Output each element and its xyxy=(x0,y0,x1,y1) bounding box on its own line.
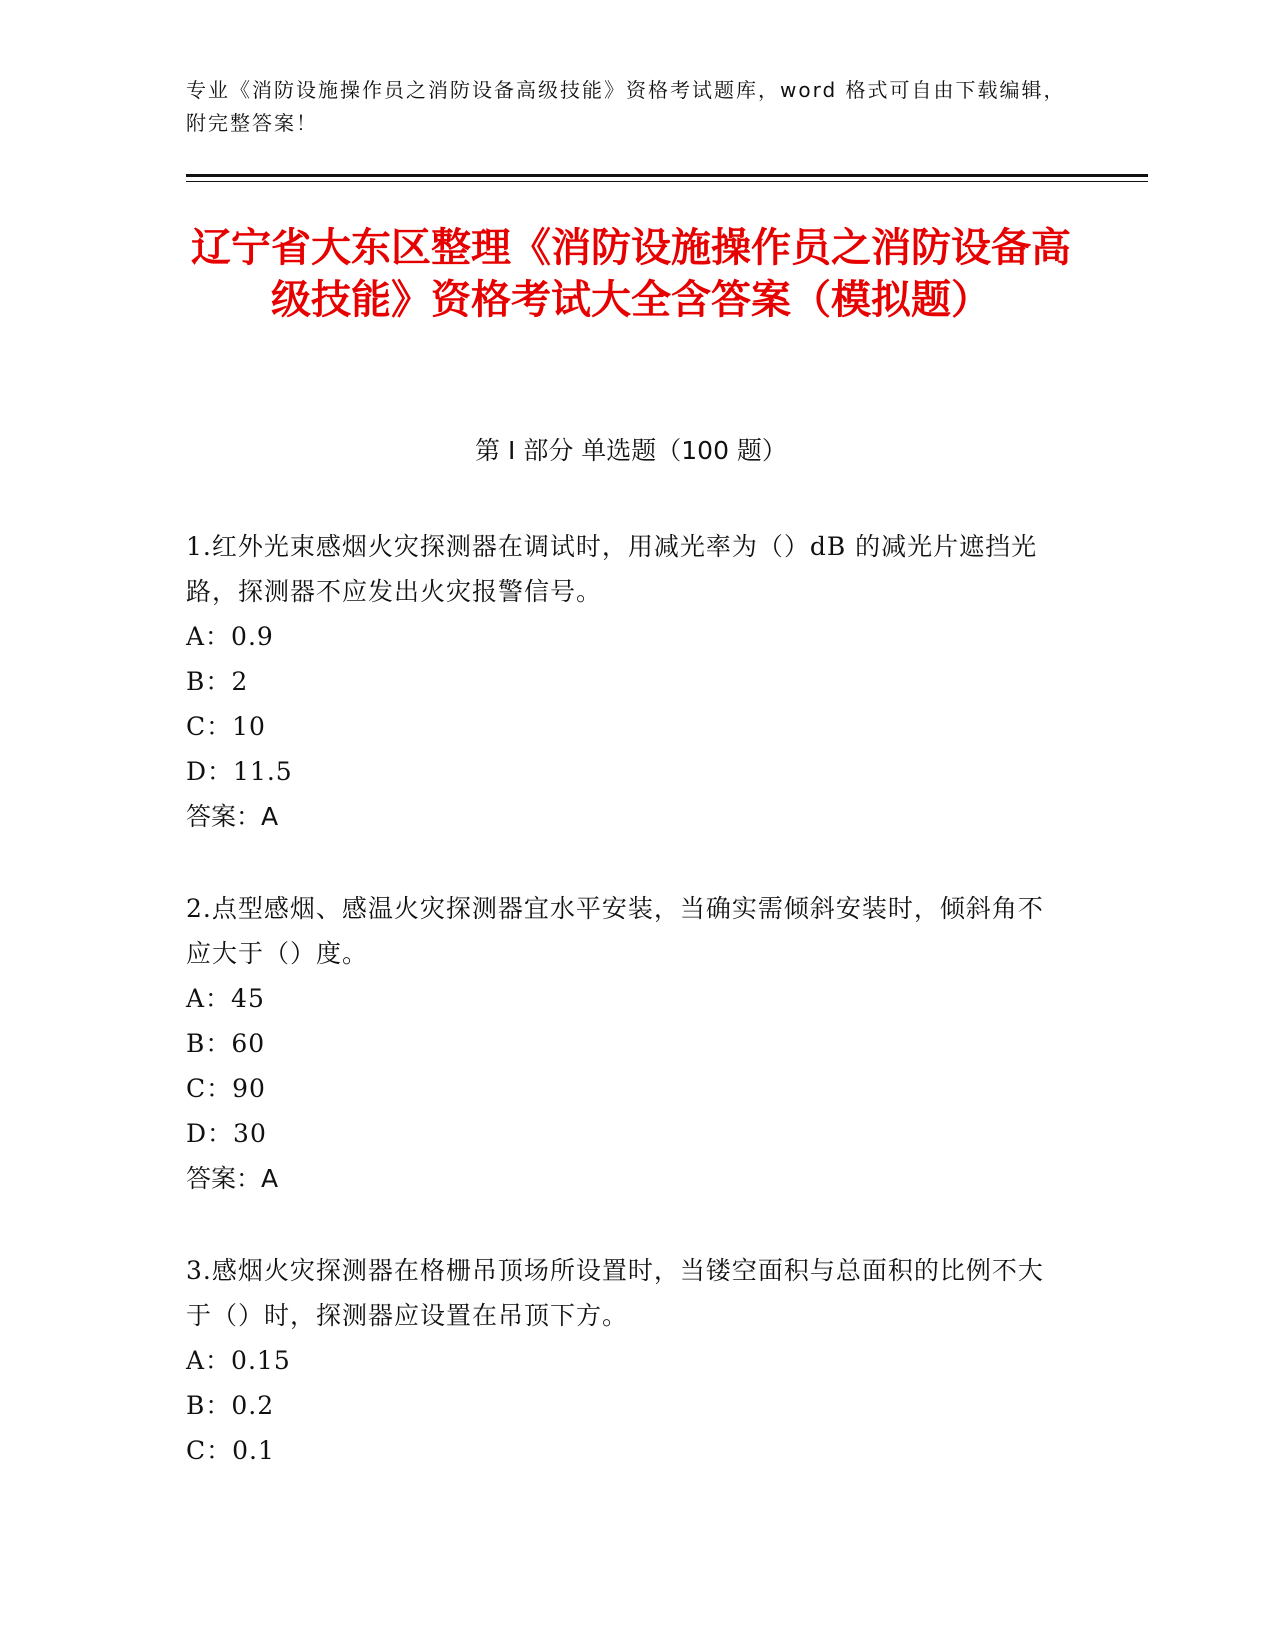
question-stem: 1.红外光束感烟火灾探测器在调试时，用减光率为（）dB 的减光片遮挡光路，探测器不应发出火灾报警信号。 xyxy=(186,532,1038,606)
question-1 xyxy=(186,524,1066,839)
option-b: B：60 xyxy=(186,1029,266,1058)
section-heading: 第 I 部分 单选题（100 题） xyxy=(475,436,787,465)
option-c: C：90 xyxy=(186,1074,266,1103)
option-a: A：0.15 xyxy=(186,1346,291,1375)
answer-line: 答案：A xyxy=(186,1164,279,1193)
question-stem: 2.点型感烟、感温火灾探测器宜水平安装，当确实需倾斜安装时，倾斜角不应大于（）度。 xyxy=(186,894,1044,968)
question-stem: 3.感烟火灾探测器在格栅吊顶场所设置时，当镂空面积与总面积的比例不大于（）时，探测器应设置在吊顶下方。 xyxy=(186,1256,1044,1330)
option-a: A：45 xyxy=(186,984,265,1013)
option-d: D：11.5 xyxy=(186,757,293,786)
header-divider-thick xyxy=(186,174,1148,177)
option-b: B：0.2 xyxy=(186,1391,275,1420)
option-b: B：2 xyxy=(186,667,249,696)
option-a: A：0.9 xyxy=(186,622,274,651)
document-title: 辽宁省大东区整理《消防设施操作员之消防设备高级技能》资格考试大全含答案（模拟题） xyxy=(191,225,1071,323)
header-note: 专业《消防设施操作员之消防设备高级技能》资格考试题库，word 格式可自由下载编辑，附完整答案！ xyxy=(186,78,1066,135)
option-c: C：0.1 xyxy=(186,1436,275,1465)
question-3 xyxy=(186,1248,1066,1473)
option-c: C：10 xyxy=(186,712,266,741)
option-d: D：30 xyxy=(186,1119,267,1148)
question-2 xyxy=(186,886,1066,1201)
header-divider-thin xyxy=(186,181,1148,182)
answer-line: 答案：A xyxy=(186,802,279,831)
